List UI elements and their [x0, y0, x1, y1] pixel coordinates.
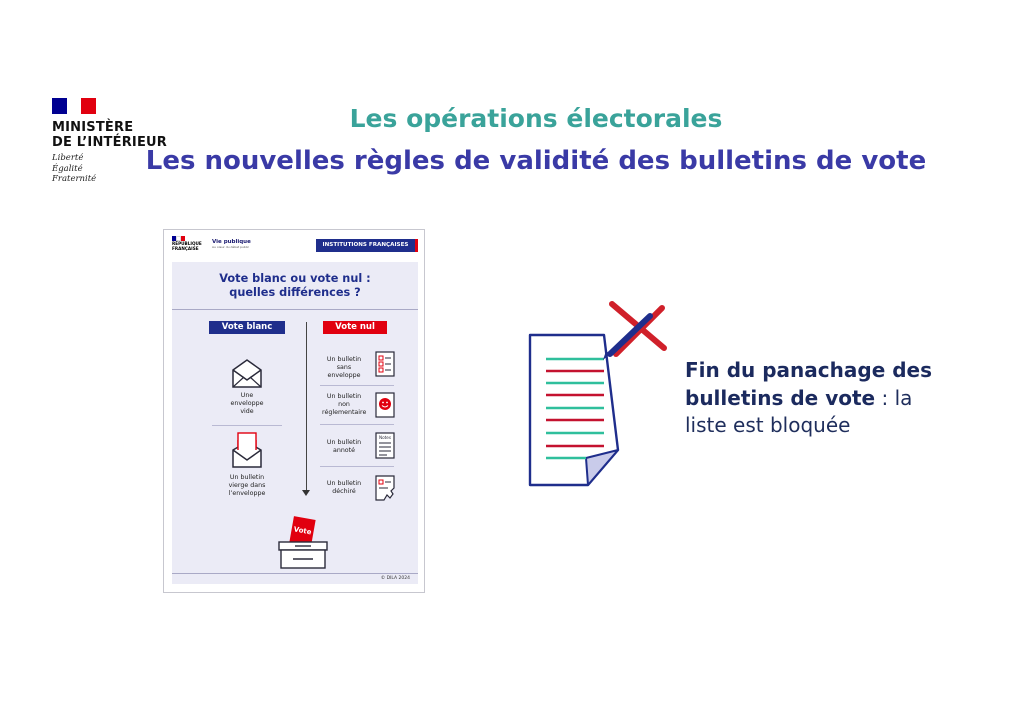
vote-blanc-nul-poster [163, 229, 425, 593]
crossed-ballot-document-icon [524, 296, 674, 492]
vote-blanc-label: Vote blanc [209, 321, 285, 334]
section-title: Les opérations électorales [349, 104, 723, 133]
poster-header [164, 230, 425, 260]
vie-publique-logo: Vie publique Au cœur du débat public [212, 239, 251, 249]
nul-separator-1 [320, 385, 394, 386]
ballot-list-icon [374, 350, 396, 378]
poster-footer-line [172, 573, 418, 574]
torn-ballot-icon [374, 474, 396, 502]
nul-separator-2 [320, 424, 394, 425]
nul-caption-annotated: Un bulletin annoté [326, 439, 362, 455]
page-title: Les nouvelles règles de validité des bulletins de vote [145, 146, 927, 176]
svg-text:Notes: Notes [378, 435, 392, 440]
empty-envelope-icon [229, 354, 265, 390]
annotated-ballot-icon [374, 430, 396, 460]
poster-title: Vote blanc ou vote nul : quelles différences ? [219, 272, 371, 299]
nul-caption-no-envelope: Un bulletin sans enveloppe [326, 356, 362, 380]
rule-statement-bold: Fin du panachage des bulletins de vote [685, 358, 933, 410]
ministry-name-line-2: DE L’INTÉRIEUR [52, 135, 167, 150]
ministry-name-line-1: MINISTÈRE [52, 120, 134, 135]
nul-caption-torn: Un bulletin déchiré [326, 480, 362, 496]
svg-text:Vote: Vote [293, 525, 313, 537]
blanc-separator [212, 425, 282, 426]
nul-caption-non-regulatory: Un bulletin non réglementaire [322, 393, 367, 417]
ballot-box-icon [275, 516, 331, 572]
blanc-caption-empty-envelope: Une enveloppe vide [230, 392, 264, 416]
nul-separator-3 [320, 466, 394, 467]
rule-statement-rest: : la liste est bloquée [685, 385, 913, 437]
republique-francaise-logo: RÉPUBLIQUE FRANÇAISE [172, 236, 202, 252]
rule-statement [685, 357, 945, 440]
vote-nul-label: Vote nul [323, 321, 387, 334]
timeline-arrow-icon [302, 490, 310, 496]
smiley-ballot-icon [374, 391, 396, 419]
poster-divider [172, 309, 418, 310]
blanc-caption-blank-ballot: Un bulletin vierge dans l’enveloppe [228, 474, 266, 498]
timeline-line [306, 322, 307, 492]
poster-body [172, 262, 418, 584]
poster-copyright: © DILA 2024 [380, 576, 410, 581]
republic-motto: Liberté Égalité Fraternité [52, 153, 97, 184]
institutions-badge: INSTITUTIONS FRANÇAISES [316, 239, 418, 252]
envelope-with-ballot-icon [229, 430, 265, 470]
